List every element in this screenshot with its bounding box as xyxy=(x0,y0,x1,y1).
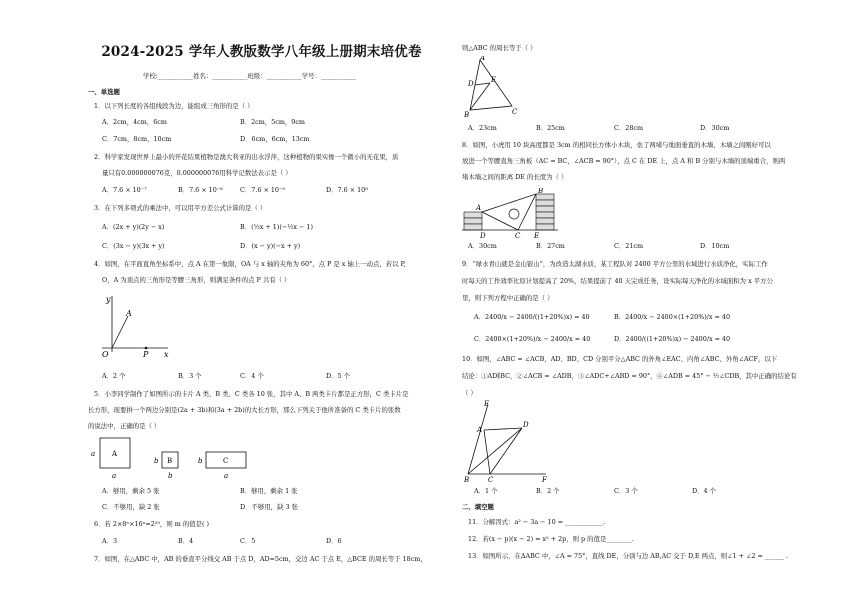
label-a: A xyxy=(126,309,132,318)
q1-option-c[interactable]: C．7cm，8cm，10cm xyxy=(102,135,172,143)
q10-option-a[interactable]: A．1 个 xyxy=(474,487,498,495)
card-c-bottom: a xyxy=(224,472,229,480)
q8-option-a[interactable]: A．30cm xyxy=(468,242,497,250)
label-e: E xyxy=(484,400,490,408)
q5-stem-line3: 的说法中，正确的是（ ） xyxy=(88,422,161,430)
q5-figure xyxy=(88,436,258,482)
segment-ad xyxy=(484,428,522,430)
label-f: F xyxy=(542,476,547,482)
label-d: D xyxy=(480,232,486,238)
card-b-side: b xyxy=(154,457,159,465)
q10-stem-line2: 结论：①AD∥BC，②∠ACB = ∠ADB，③∠ADC+∠ABD = 90°，④∠ADB = 45° − ½∠CDB，其中正确的结论有 xyxy=(462,372,797,380)
label-o: O xyxy=(102,350,109,359)
label-a: A xyxy=(480,56,486,62)
q4-option-a[interactable]: A．2 个 xyxy=(102,372,126,380)
q8-figure xyxy=(462,188,562,238)
q9-stem-line2: 时每天的工作效率比原计划提高了 20%，结果提前了 40 天完成任务，设实际每天净化的水域面积为 x 平方公 xyxy=(462,277,773,285)
label-a: A xyxy=(477,426,483,434)
q1-option-b[interactable]: B．2cm，5cm，9cm xyxy=(240,118,305,126)
q6-option-b[interactable]: B．4 xyxy=(178,537,194,545)
q2-stem-line1: 2．科学家发现世界上最小的开花结果植物是澳大利亚的出水浮萍，这种植物的果实像一个微小的无花果，质 xyxy=(94,153,399,161)
q1-stem: 1．以下列长度的各组线段为边，能组成三角形的是（ ） xyxy=(94,102,254,110)
q7-stem-line2: 则△ABC 的周长等于（ ） xyxy=(462,44,537,52)
point-p xyxy=(145,347,148,350)
page-title: 2024-2025 学年人教版数学八年级上册期末培优卷 xyxy=(101,44,422,60)
card-b-label: B xyxy=(167,457,173,465)
q2-option-c[interactable]: C．7.6 × 10⁻⁹ xyxy=(240,186,285,194)
section-fill-blank: 二、填空题 xyxy=(462,503,494,511)
left-wall xyxy=(464,212,482,230)
q6-stem: 6．若 2×8ⁿ×16ⁿ=2²⁹，则 m 的值是( ) xyxy=(94,520,210,528)
label-c: C xyxy=(512,108,518,116)
label-e: E xyxy=(534,232,540,238)
q8-option-b[interactable]: B．27cm xyxy=(536,242,565,250)
right-wall xyxy=(536,194,554,230)
q2-option-b[interactable]: B．7.6 × 10⁻⁸ xyxy=(178,186,223,194)
label-d: D xyxy=(523,421,529,429)
q10-stem-line1: 10．如图，∠ABC = ∠ACB，AD、BD、CD 分别平分△ABC 的外角∠EAC、内角∠ABC、外角∠ACF，以下 xyxy=(462,355,778,363)
q3-option-a[interactable]: A．(2x + y)(2y − x) xyxy=(102,223,165,231)
segment-oa xyxy=(112,316,128,348)
q7-option-b[interactable]: B．25cm xyxy=(536,124,565,132)
card-b-bottom: b xyxy=(168,472,173,480)
q3-stem: 3．在下列多项式的乘法中，可以用平方差公式计算的是（ ） xyxy=(94,204,267,212)
label-b: B xyxy=(464,476,470,482)
card-a-bottom: a xyxy=(112,472,117,480)
q7-option-d[interactable]: D．30cm xyxy=(700,124,730,132)
q1-option-a[interactable]: A．2cm，4cm，6cm xyxy=(102,118,167,126)
q7-figure xyxy=(462,56,522,118)
card-c-side: b xyxy=(198,457,203,465)
q10-option-c[interactable]: C．3 个 xyxy=(614,487,638,495)
q5-option-d[interactable]: D．不够用，缺 3 张 xyxy=(240,503,298,511)
triangle-board xyxy=(482,194,536,230)
q13-stem: 13．如图所示，在ΔABC 中，∠A = 75°，直线 DE，分别与边 AB,AC 交于 D,E 两点，则∠1 + ∠2 = ______ . xyxy=(468,552,789,560)
q1-option-d[interactable]: D．6cm，6cm，13cm xyxy=(240,135,310,143)
q6-option-a[interactable]: A．3 xyxy=(102,537,118,545)
label-a: A xyxy=(476,204,482,212)
section-single-choice: 一、单选题 xyxy=(88,88,120,96)
q8-stem-line1: 8．如图，小虎用 10 块高度都是 3cm 的相同长方体小木块，垒了两堵与地面垂直的木墙，木墙之间刚好可以 xyxy=(462,141,771,149)
q2-stem-line2: 量只有0.000000076克，0.000000076用科学记数法表示是（ ） xyxy=(102,169,292,177)
q10-option-d[interactable]: D．4 个 xyxy=(692,487,717,495)
q5-stem-line2: 长方形，现要拼一个两边分别是(2a + 3b)和(3a + 2b)的大长方形，那么下列关于他所准备的 C 类卡片的张数 xyxy=(88,406,401,414)
q7-stem: 7．如图，在△ABC 中，AB 的垂直平分线交 AB 于点 D，AD=5cm，交边 AC 于点 E，△BCE 的周长等于 18cm， xyxy=(94,555,427,563)
q6-option-d[interactable]: D．6 xyxy=(326,537,342,545)
q10-figure xyxy=(462,398,554,482)
label-b: B xyxy=(464,111,470,118)
q12-stem: 12．若(x − p)(x − 2) = x² + 2p，则 p 的值是________. xyxy=(468,535,634,543)
q9-option-a[interactable]: A．2400/x − 2400/((1+20%)x) = 40 xyxy=(474,313,590,321)
q4-stem-line2: O，A 为顶点的三角形是等腰三角形，则满足条件的点 P 共有（ ） xyxy=(102,276,291,284)
triangle-hole xyxy=(509,209,519,219)
q7-option-a[interactable]: A．23cm xyxy=(468,124,497,132)
q6-option-c[interactable]: C．5 xyxy=(240,537,256,545)
q4-option-b[interactable]: B．3 个 xyxy=(178,372,202,380)
q4-stem-line1: 4．如图，在平面直角坐标系中，点 A 在第一象限，OA 与 x 轴的夹角为 60°，点 P 是 x 轴上一动点，若以 P, xyxy=(94,260,406,268)
info-line: 学校:___________姓名：___________班级：___________学号：___________ xyxy=(143,72,357,80)
q10-stem-line3: （ ） xyxy=(462,389,477,397)
q3-option-d[interactable]: D．(x − y)(−x + y) xyxy=(240,242,301,250)
label-c: C xyxy=(515,232,521,238)
label-y: y xyxy=(106,295,111,304)
q9-stem-line3: 里，则下列方程中正确的是（ ） xyxy=(462,294,554,302)
label-x: x xyxy=(164,350,169,359)
q8-stem-line2: 放进一个等腰直角三角板（AC = BC，∠ACB = 90°），点 C 在 DE 上，点 A 和 B 分别与木墙的顶端重合，则两 xyxy=(462,157,786,165)
q9-option-c[interactable]: C．2400×(1+20%)/x − 2400/x = 40 xyxy=(474,335,591,343)
q3-option-b[interactable]: B．(½x + 1)(−½x − 1) xyxy=(240,223,313,231)
q8-option-c[interactable]: C．21cm xyxy=(614,242,644,250)
q5-option-c[interactable]: C．不够用，缺 2 张 xyxy=(102,503,160,511)
q8-option-d[interactable]: D．10cm xyxy=(700,242,730,250)
card-a-label: A xyxy=(112,450,118,458)
q11-stem: 11．分解因式：a² − 3a − 10 = ____________. xyxy=(468,518,606,526)
q5-option-b[interactable]: B．够用，剩余 1 张 xyxy=(240,487,298,495)
label-b: B xyxy=(538,188,544,195)
q2-option-a[interactable]: A．7.6 × 10⁻⁷ xyxy=(102,186,147,194)
label-e: E xyxy=(491,76,497,84)
perp-bisector-de xyxy=(475,83,490,85)
q9-option-b[interactable]: B．2400/x − 2400×(1+20%)/x = 40 xyxy=(614,313,731,321)
card-a-side: a xyxy=(91,450,96,458)
label-c: C xyxy=(488,476,494,482)
q9-stem-line1: 9．“绿水青山就是金山银山”，为改造太湖水质，某工程队对 2400 平方公里的水域进行水质净化，实际工作 xyxy=(462,260,768,268)
q10-option-b[interactable]: B．2 个 xyxy=(536,487,560,495)
q9-option-d[interactable]: D．2400/((1+20%)x) − 2400/x = 40 xyxy=(614,335,731,343)
q5-stem-line1: 5．小李同学制作了如图所示的卡片 A 类、B 类、C 类各 10 张，其中 A、B 两类卡片都是正方形，C 类卡片是 xyxy=(94,390,409,398)
q4-option-c[interactable]: C．4 个 xyxy=(240,372,264,380)
label-d: D xyxy=(468,80,474,88)
q5-option-a[interactable]: A．够用，剩余 5 张 xyxy=(102,487,160,495)
q4-figure xyxy=(98,290,178,360)
q8-stem-line3: 堵木墙之间的距离 DE 的长度为（ ） xyxy=(462,173,568,181)
q7-option-c[interactable]: C．28cm xyxy=(614,124,644,132)
q2-option-d[interactable]: D．7.6 × 10⁸ xyxy=(326,186,368,194)
card-c-label: C xyxy=(223,457,229,465)
label-p: P xyxy=(143,350,149,359)
q3-option-c[interactable]: C．(3x − y)(3x + y) xyxy=(102,242,165,250)
segment-ac xyxy=(484,430,490,474)
q4-option-d[interactable]: D．5 个 xyxy=(326,372,351,380)
